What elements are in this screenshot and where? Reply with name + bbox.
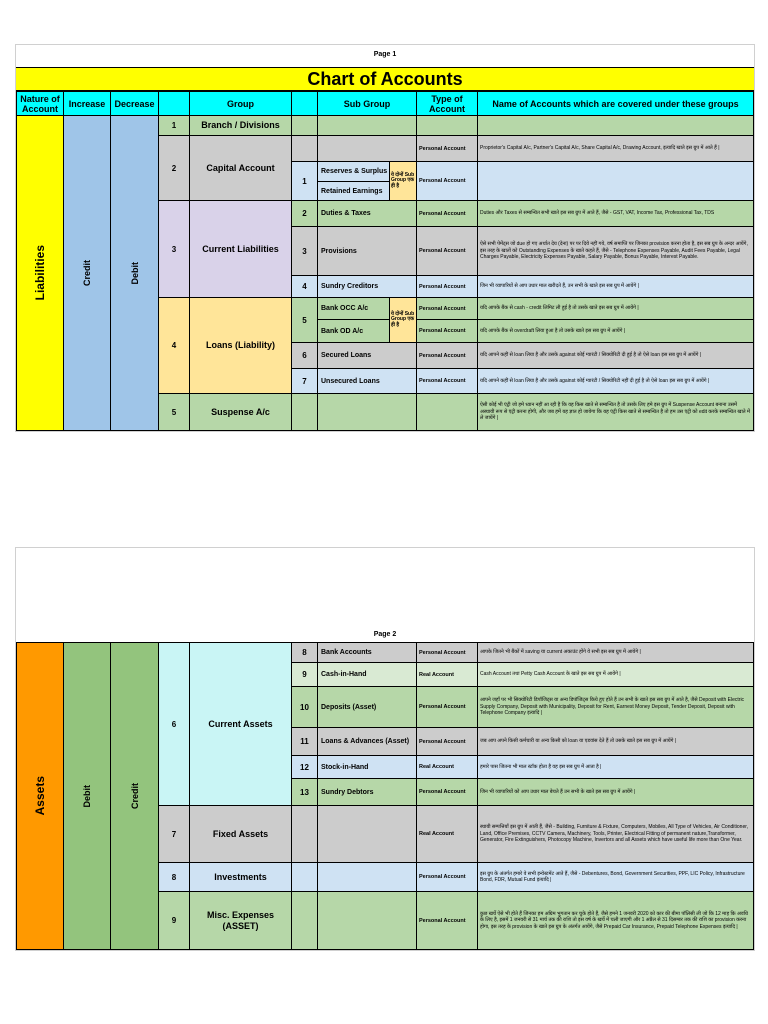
header-names: Name of Accounts which are covered under these groups <box>477 91 754 116</box>
type-cell: Personal Account <box>416 161 478 201</box>
same-subgroup-note: ये दोनों Sub Group एक ही है <box>389 161 417 201</box>
page-title: Chart of Accounts <box>16 67 754 91</box>
nature-label: Assets <box>33 776 47 816</box>
type-cell: Personal Account <box>416 727 478 756</box>
type-cell: Personal Account <box>416 686 478 728</box>
description-cell: Proprietor's Capital A/c, Partner's Capital A/c, Share Capital A/c, Drawing Account, इत्यादि खाते इस ग्रुप में आते हैं | <box>477 135 754 162</box>
page-1-sheet <box>15 44 755 432</box>
empty-cell <box>416 115 478 136</box>
header-nature: Nature of Account <box>16 91 64 116</box>
group-number: 7 <box>158 805 190 863</box>
sub-group-name: Bank OCC A/c <box>317 297 390 320</box>
nature-liabilities <box>16 115 64 431</box>
sub-number: 8 <box>291 642 318 663</box>
sub-number: 2 <box>291 200 318 227</box>
group-name: Investments <box>189 862 292 892</box>
type-cell: Real Account <box>416 805 478 863</box>
increase-label: Debit <box>82 784 92 808</box>
nature-assets <box>16 642 64 950</box>
header-group: Group <box>189 91 292 116</box>
group-number: 3 <box>158 200 190 298</box>
page-label: Page 2 <box>373 631 397 638</box>
group-name: Current Liabilities <box>189 200 292 298</box>
sub-group-name: Secured Loans <box>317 342 417 369</box>
header-sub-group: Sub Group <box>317 91 417 116</box>
empty-cell <box>317 393 417 431</box>
group-number: 1 <box>158 115 190 136</box>
description-cell: कुछ खर्चे ऐसे भी होते हैं जिनका हम अग्रिम भुगतान कर चुके होते हैं, जैसे हमने 1 जनवरी 2020 को कार की बीमा पॉलिसी ली जो कि 12 माह कि अवधि के लिए है, इसमें 1 जनवरी से 31 मार्च तक की राशि तो इस वर्ष के खर्चे में चली जाएगी और 1 अप्रैल से 31 दिसम्बर तक की राशि का provision करना होगा, इस तरह के provision के खाते इस ग्रुप के अंतर्गत आयेंगे, जैसे Prepaid Car Insurance, Prepaid Telephone Expenses इत्यादि | <box>477 891 754 950</box>
description-cell: आपके जितने भी बैंकों में saving या current अकाउंट होंगे वे सभी इस सब ग्रुप में आयेंगे | <box>477 642 754 663</box>
sub-number: 4 <box>291 275 318 298</box>
same-subgroup-note: ये दोनों Sub Group एक ही है <box>389 297 417 343</box>
description-cell: जिन भी व्यापारियों से आप उधार माल खरीदते हैं, उन सभी के खाते इस सब ग्रुप में आयेंगे | <box>477 275 754 298</box>
empty-cell <box>291 115 318 136</box>
type-cell: Personal Account <box>416 891 478 950</box>
description-cell: यदि आपने कहीं से loan लिया है और उसके against कोई ग्यारंटी / सिक्योरिटी नहीं दी हुई है तो ऐसे loan इस सब ग्रुप में आयेंगे | <box>477 368 754 394</box>
sub-group-name: Stock-in-Hand <box>317 755 417 779</box>
sub-group-name: Retained Earnings <box>317 181 390 201</box>
sub-group-name: Loans & Advances (Asset) <box>317 727 417 756</box>
description-cell: यदि आपने कहीं से loan लिया है और उसके against कोई ग्यारंटी / सिक्योरिटी दी हुई है तो ऐसे loan इस सब ग्रुप में आयेंगे | <box>477 342 754 369</box>
header-decrease: Decrease <box>110 91 159 116</box>
sub-number: 13 <box>291 778 318 806</box>
type-cell: Personal Account <box>416 226 478 276</box>
type-cell: Personal Account <box>416 275 478 298</box>
sub-number: 3 <box>291 226 318 276</box>
page-2-sheet <box>15 547 755 951</box>
header-sub-number <box>291 91 318 116</box>
description-cell: Cash Account तथा Petty Cash Account के खाते इस सब ग्रुप में आयेंगे | <box>477 662 754 687</box>
description-cell: आपने जहाँ पर भी सिक्योरिटी डिपॉजिट्स या अन्य डिपॉजिट्स किये हुए होते हैं उन सभी के खाते इस सब ग्रुप में आते है, जैसे Deposit with Electric Supply Company, Deposit with Municipality, Deposit for Rent, Earnest Money Deposit, Tender Deposit, Deposit with Telephone Company इत्यादि | <box>477 686 754 728</box>
description-cell: इस ग्रुप के अंतर्गत हमारे वे सभी इन्वेस्टमेंट आते हैं, जैसे - Debentures, Bond, Government Securities, PPF, LIC Policy, Infrastructure Bond, FDR, Mutual Fund इत्यादि | <box>477 862 754 892</box>
sub-number: 5 <box>291 297 318 343</box>
type-cell: Personal Account <box>416 319 478 343</box>
empty-cell <box>291 805 318 863</box>
decrease-column <box>110 115 159 431</box>
description-cell: ऐसी कोई भी एंट्री जो हमे ध्यान नहीं आ रही है कि वह किस खाते से सम्बन्धित है तो उसके लिए हमे इस ग्रुप में Suspense Account बनाना उसमें अस्थायी रूप से एंट्री करना होगी, और जब हमें यह ज्ञात हो जायेगा कि यह एंट्री किस खाते से सम्बन्धित है तो हम उस एंट्री को edit करके सम्बन्धित खाते में ले जायेंगे | <box>477 393 754 431</box>
group-number: 2 <box>158 135 190 201</box>
empty-cell <box>317 805 417 863</box>
decrease-label: Credit <box>129 782 140 809</box>
empty-cell <box>317 115 417 136</box>
sub-number: 1 <box>291 161 318 201</box>
empty-cell <box>291 135 318 162</box>
type-cell: Real Account <box>416 662 478 687</box>
sub-group-name: Duties & Taxes <box>317 200 417 227</box>
sub-group-name: Bank Accounts <box>317 642 417 663</box>
sub-group-name: Bank OD A/c <box>317 319 390 343</box>
increase-label: Credit <box>82 259 92 286</box>
decrease-label: Debit <box>129 261 140 285</box>
description-cell <box>477 161 754 201</box>
description-cell: जब आप अपने किसी कर्मचारी या अन्य किसी को loan या एडवांस देते हैं तो उसके खाते इस सब ग्रुप में आयेंगे | <box>477 727 754 756</box>
sub-group-name: Cash-in-Hand <box>317 662 417 687</box>
type-cell: Personal Account <box>416 368 478 394</box>
sub-number: 10 <box>291 686 318 728</box>
sub-group-name: Reserves & Surplus <box>317 161 390 182</box>
page-label: Page 1 <box>373 51 397 58</box>
type-cell: Personal Account <box>416 200 478 227</box>
description-cell: हमारे पास जितना भी माल स्टॉक होता है वह इस सब ग्रुप में आता है | <box>477 755 754 779</box>
nature-label: Liabilities <box>33 245 47 301</box>
type-cell: Personal Account <box>416 642 478 663</box>
sub-number: 12 <box>291 755 318 779</box>
description-cell: जिन भी व्यापारियों को आप उधार माल बेचते हैं उन सभी के खाते इस सब ग्रुप में आयेंगे | <box>477 778 754 806</box>
group-name: Current Assets <box>189 642 292 806</box>
header-number <box>158 91 190 116</box>
sub-group-name: Unsecured Loans <box>317 368 417 394</box>
empty-cell <box>317 891 417 950</box>
sub-number: 6 <box>291 342 318 369</box>
decrease-column <box>110 642 159 950</box>
type-cell: Personal Account <box>416 342 478 369</box>
sub-group-name: Sundry Debtors <box>317 778 417 806</box>
empty-cell <box>477 115 754 136</box>
type-cell: Personal Account <box>416 135 478 162</box>
description-cell: यदि आपके बैंक से cash - credit लिमिट ली हुई है तो उसके खाते इस सब ग्रुप में आयेंगे | <box>477 297 754 320</box>
sub-group-name: Sundry Creditors <box>317 275 417 298</box>
group-number: 5 <box>158 393 190 431</box>
description-cell: Duties और Taxes से सम्बन्धित सभी खाते इस सब ग्रुप में आते हैं, जैसे - GST, VAT, Income Tax, Professional Tax, TDS <box>477 200 754 227</box>
description-cell: ऐसे सभी पेमेंट्स जो due हो गए अर्थात देय (देना) पर पर दिये नहीं गये, वर्ष समाप्ति पर जिनका provision करना होता है, इस सब ग्रुप के अन्दर आयेंगे, इस तरह के खातों को Outstanding Expenses के खाते कहते हैं, जैसे - Telephone Expenses Payable, Audit Fees Payable, Legal Charges Payable, Electricity Expenses Payable, Salary Payable, Bonus Payable, Interest Payable. <box>477 226 754 276</box>
group-number: 6 <box>158 642 190 806</box>
sub-group-name: Provisions <box>317 226 417 276</box>
type-cell: Personal Account <box>416 862 478 892</box>
type-cell: Personal Account <box>416 778 478 806</box>
type-cell: Real Account <box>416 755 478 779</box>
group-name: Suspense A/c <box>189 393 292 431</box>
sub-number: 11 <box>291 727 318 756</box>
group-name: Branch / Divisions <box>189 115 292 136</box>
empty-cell <box>291 862 318 892</box>
sub-number: 7 <box>291 368 318 394</box>
sub-group-name: Deposits (Asset) <box>317 686 417 728</box>
group-name: Misc. Expenses (ASSET) <box>189 891 292 950</box>
sub-number: 9 <box>291 662 318 687</box>
group-name: Loans (Liability) <box>189 297 292 394</box>
empty-cell <box>317 862 417 892</box>
group-number: 8 <box>158 862 190 892</box>
empty-cell <box>291 891 318 950</box>
group-number: 4 <box>158 297 190 394</box>
increase-column <box>63 115 111 431</box>
empty-cell <box>317 135 417 162</box>
empty-cell <box>291 393 318 431</box>
type-cell: Personal Account <box>416 297 478 320</box>
description-cell: स्थायी सम्पत्तियाँ इस ग्रुप में आती हैं, जैसे - Building, Furniture & Fixture, Computers, Mobiles, All Type of Vehicles, Air Conditioner, Land, Office Premises, CCTV Camera, Machinery, Tools, Printer, Electrical Fitting of permanent nature,Transformer, Generator, Fire Extinguishers, Photocopy Machine, Invertors and all Assets which have useful life more than One Year. <box>477 805 754 863</box>
header-type: Type of Account <box>416 91 478 116</box>
group-name: Capital Account <box>189 135 292 201</box>
header-increase: Increase <box>63 91 111 116</box>
description-cell: यदि आपके बैंक से overdraft लिया हुआ है तो उसके खाते इस सब ग्रुप में आयेंगे | <box>477 319 754 343</box>
group-number: 9 <box>158 891 190 950</box>
increase-column <box>63 642 111 950</box>
group-name: Fixed Assets <box>189 805 292 863</box>
empty-cell <box>416 393 478 431</box>
